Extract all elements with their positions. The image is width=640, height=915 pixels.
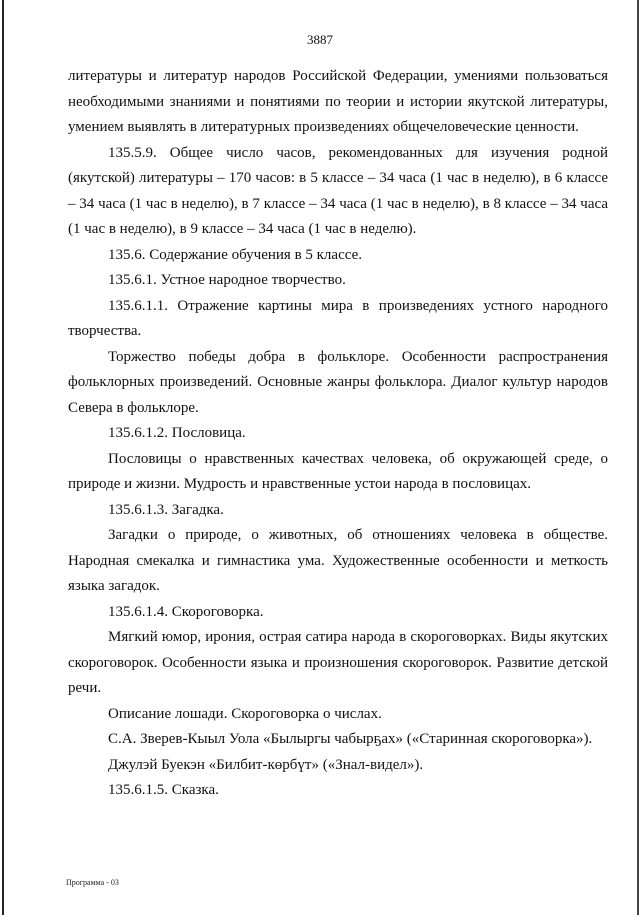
- paragraph-hours: 135.5.9. Общее число часов, рекомендованных для изучения родной (якутской) литературы – 170 часов: в 5 классе – 34 часа (1 час в неделю), в 6 классе – 34 часа (1 час в неделю), в 7 классе – 34 часа (1 час в неделю), в 8 классе – 34 часа (1 час в неделю), в 9 классе – 34 часа (1 час в неделю).: [68, 144, 608, 237]
- section-heading-content: 135.6. Содержание обучения в 5 классе.: [108, 246, 362, 263]
- section-heading-riddle: 135.6.1.3. Загадка.: [108, 501, 224, 518]
- paragraph-proverbs: Пословицы о нравственных качествах человека, об окружающей среде, о природе и жизни. Мудрость и нравственные устои народа в пословицах.: [68, 450, 608, 492]
- scan-border-left: [2, 0, 4, 915]
- section-heading-folklore: 135.6.1. Устное народное творчество.: [108, 272, 346, 288]
- section-heading-tongue-twister: 135.6.1.4. Скороговорка.: [108, 603, 264, 620]
- section-heading-fairy-tale: 135.6.1.5. Сказка.: [108, 782, 219, 798]
- paragraph-horse-description: Описание лошади. Скороговорка о числах.: [108, 705, 382, 722]
- paragraph-zverev: С.А. Зверев-Кыыл Уола «Былыргы чабырҕах» («Старинная скороговорка»).: [108, 731, 593, 747]
- paragraph-tongue-twisters: Мягкий юмор, ирония, острая сатира народа в скороговорках. Виды якутских скороговорок. Особенности языка и произношения скороговорок. Развитие детской речи.: [68, 629, 608, 696]
- section-heading-world-picture: 135.6.1.1. Отражение картины мира в произведениях устного народного творчества.: [68, 297, 608, 339]
- footer-program-label: Программа - 03: [66, 878, 119, 887]
- page-number: 3887: [307, 32, 333, 47]
- scan-border-right: [637, 0, 639, 915]
- paragraph-folklore: Торжество победы добра в фольклоре. Особенности распространения фольклорных произведений. Основные жанры фольклора. Диалог культур народов Севера в фольклоре.: [68, 348, 608, 416]
- paragraph-continuation: литературы и литератур народов Российской Федерации, умениями пользоваться необходимыми знаниями и понятиями по теории и истории якутской литературы, умением выявлять в литературных произведениях общечеловеческие ценности.: [68, 68, 608, 135]
- paragraph-dzhulei: Джулэй Буекэн «Билбит-көрбүт» («Знал-видел»).: [108, 756, 424, 773]
- section-heading-proverb: 135.6.1.2. Пословица.: [108, 425, 246, 441]
- document-body: [68, 64, 608, 804]
- paragraph-riddles: Загадки о природе, о животных, об отношениях человека в обществе. Народная смекалка и гимнастика ума. Художественные особенности и меткость языка загадок.: [68, 527, 608, 594]
